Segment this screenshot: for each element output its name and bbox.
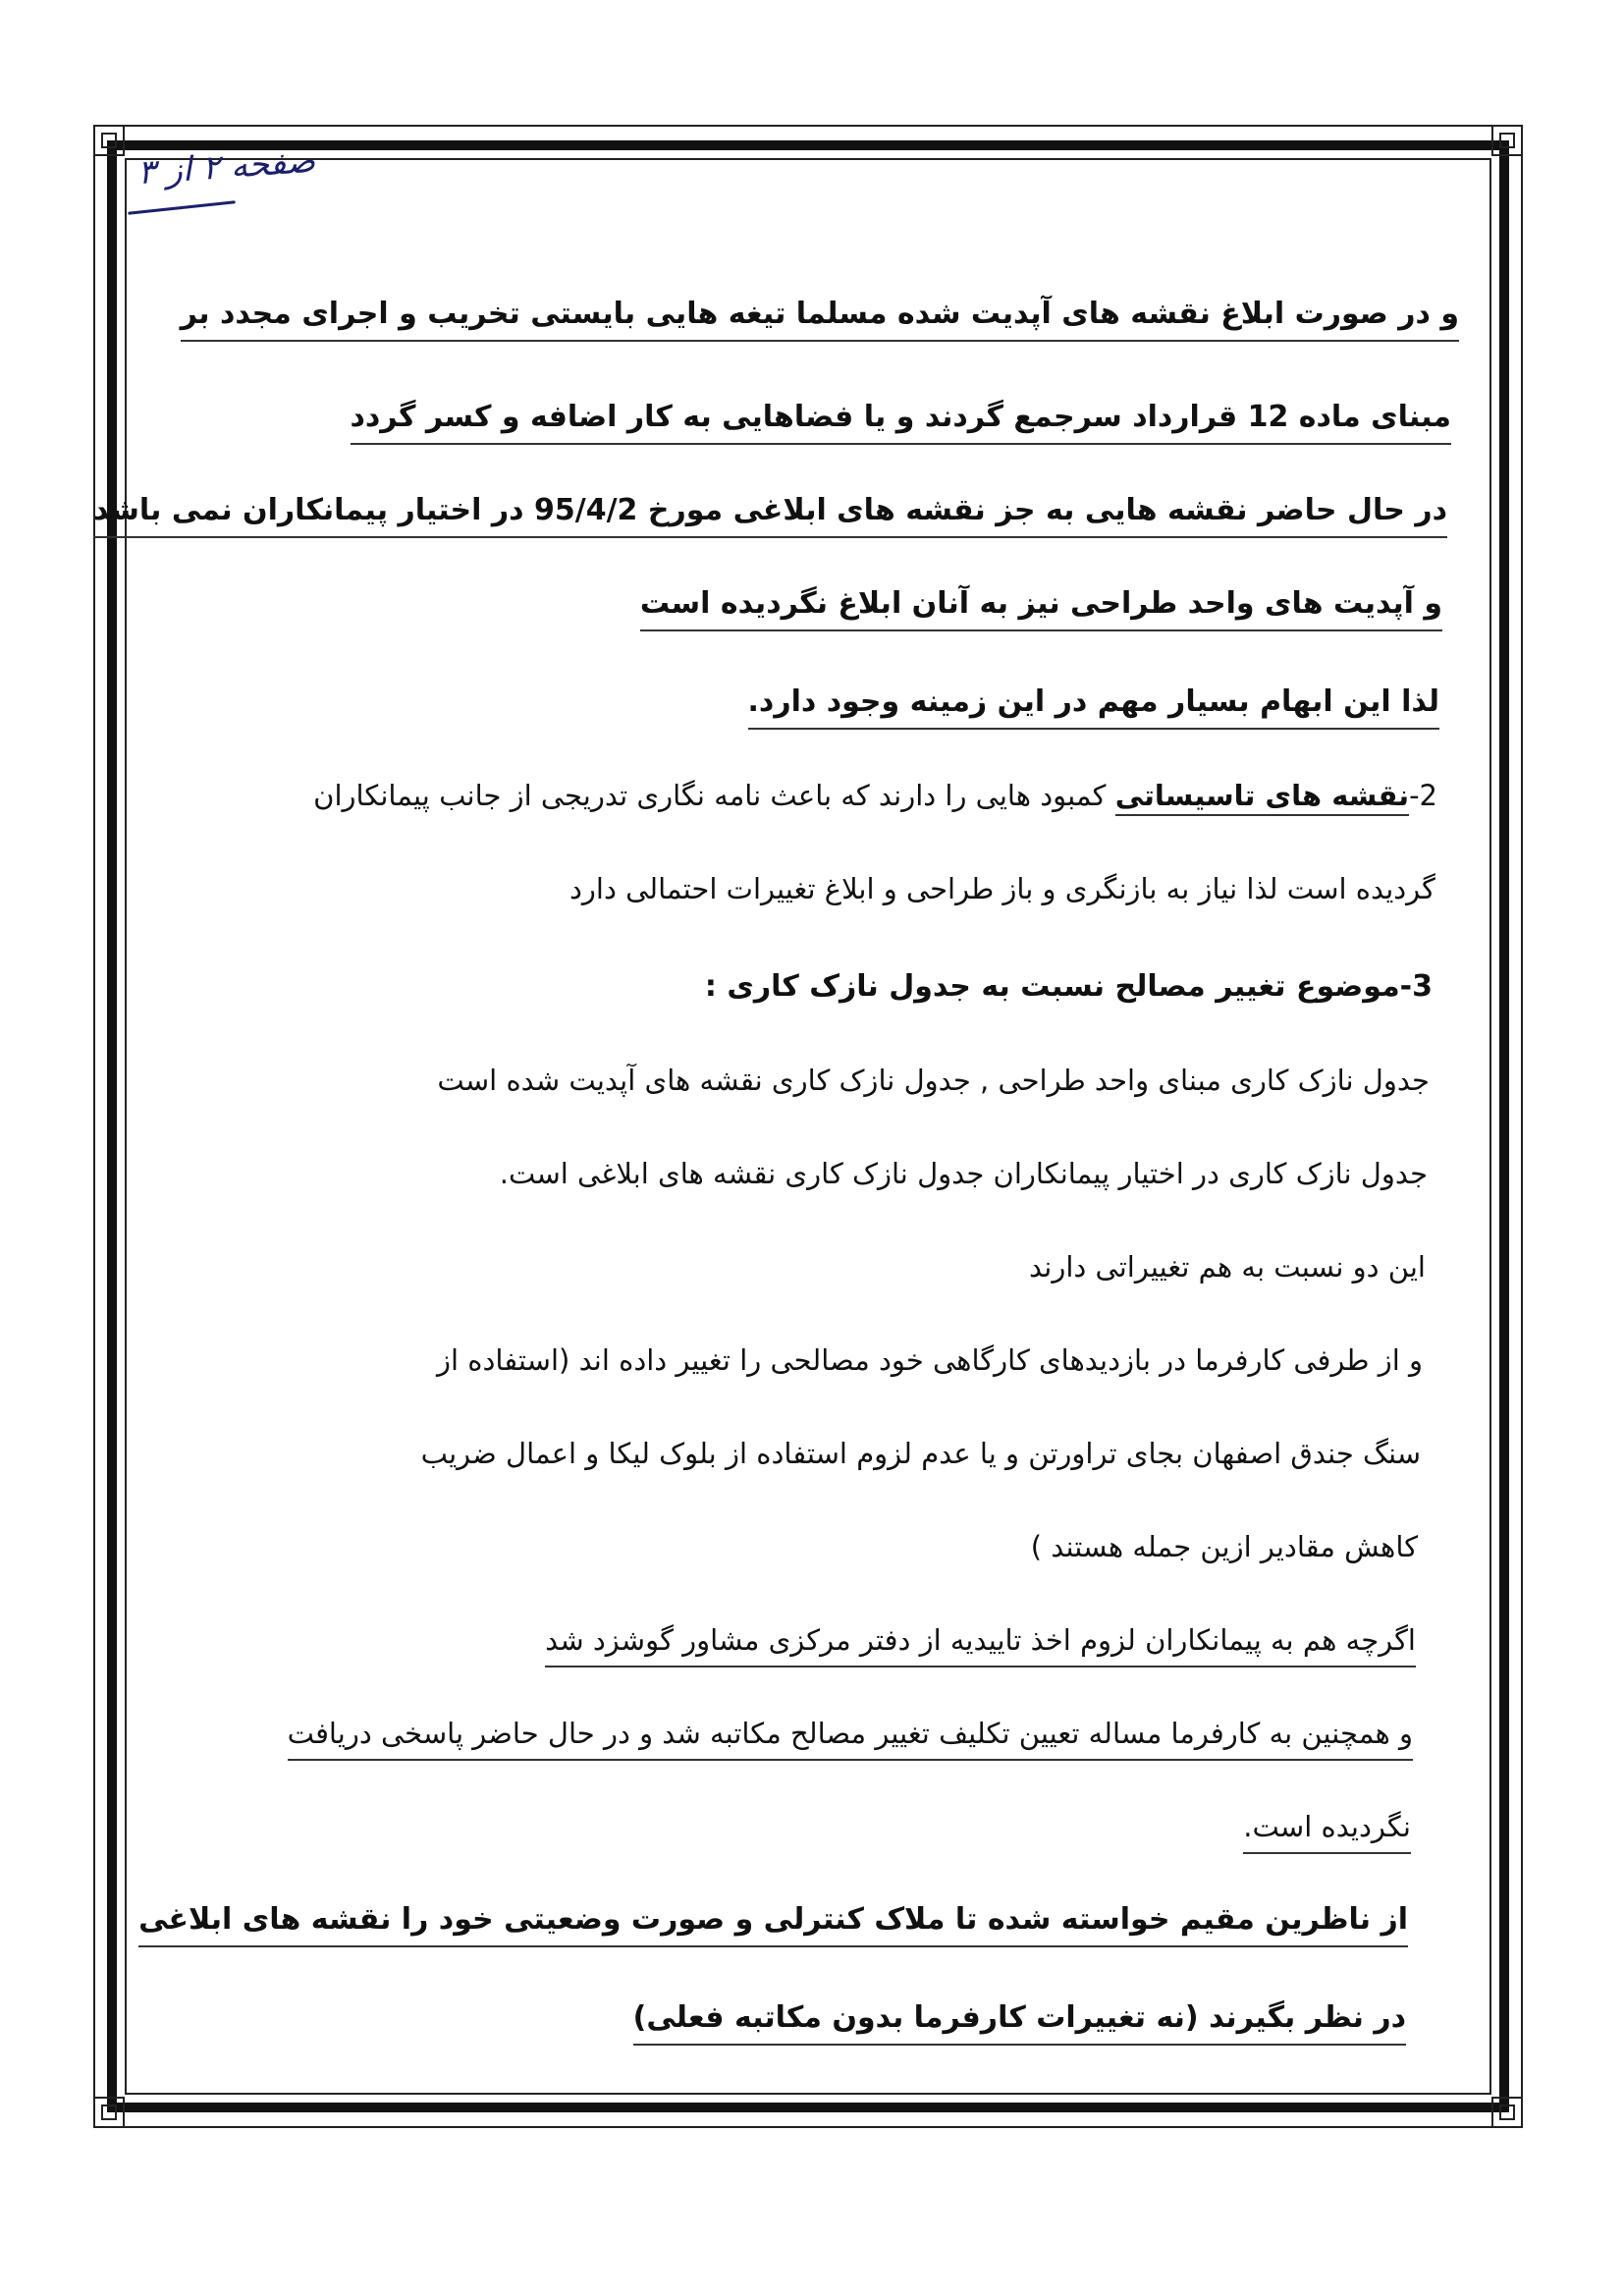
paragraph-line: از ناظرین مقیم خواسته شده تا ملاک کنترلی و صورت وضعیتی خود را نقشه های ابلاغی bbox=[138, 1900, 1408, 1947]
paragraph-line-mixed bbox=[313, 776, 1437, 815]
paragraph-line: نگردیده است. bbox=[1243, 1807, 1411, 1854]
paragraph-line: اگرچه هم به پیمانکاران لزوم اخذ تاییدیه از دفتر مرکزی مشاور گوشزد شد bbox=[545, 1620, 1416, 1667]
paragraph-line: در حال حاضر نقشه هایی به جز نقشه های ابلاغی مورخ 95/4/2 در اختیار پیمانکاران نمی باشد bbox=[93, 491, 1447, 538]
section-heading: 3-موضوع تغییر مصالح نسبت به جدول نازک کاری : bbox=[704, 969, 1433, 1004]
paragraph-line: جدول نازک کاری مبنای واحد طراحی , جدول نازک کاری نقشه های آپدیت شده است bbox=[437, 1064, 1430, 1097]
paragraph-line: لذا این ابهام بسیار مهم در این زمینه وجود دارد. bbox=[748, 683, 1439, 730]
paragraph-line: و از طرفی کارفرما در بازدیدهای کارگاهی خود مصالحی را تغییر داده اند (استفاده از bbox=[437, 1343, 1423, 1377]
paragraph-line: مبنای ماده 12 قرارداد سرجمع گردند و یا فضاهایی به کار اضافه و کسر گردد bbox=[351, 398, 1452, 445]
paragraph-line: گردیده است لذا نیاز به بازنگری و باز طراحی و ابلاغ تغییرات احتمالی دارد bbox=[568, 872, 1435, 905]
paragraph-line: سنگ جندق اصفهان بجای تراورتن و یا عدم لزوم استفاده از بلوک لیکا و اعمال ضریب bbox=[420, 1437, 1421, 1470]
paragraph-line: جدول نازک کاری در اختیار پیمانکاران جدول نازک کاری نقشه های ابلاغی است. bbox=[499, 1157, 1428, 1190]
paragraph-line: و همچنین به کارفرما مساله تعیین تکلیف تغییر مصالح مکاتبه شد و در حال حاضر پاسخی دریافت bbox=[288, 1714, 1413, 1761]
line-rest: کمبود هایی را دارند که باعث نامه نگاری تدریجی از جانب پیمانکاران bbox=[313, 779, 1115, 812]
list-number: 2- bbox=[1409, 779, 1437, 812]
paragraph-line: کاهش مقادیر ازین جمله هستند ) bbox=[1030, 1530, 1418, 1563]
paragraph-line: در نظر بگیرند (نه تغییرات کارفرما بدون مکاتبه فعلی) bbox=[633, 1998, 1406, 2046]
paragraph-line: و آپدیت های واحد طراحی نیز به آنان ابلاغ نگردیده است bbox=[640, 584, 1442, 631]
emphasized-term: نقشه های تاسیساتی bbox=[1115, 779, 1409, 816]
handwritten-page-note: صفحه ۲ از ۳ bbox=[135, 140, 317, 193]
paragraph-line: این دو نسبت به هم تغییراتی دارند bbox=[1029, 1250, 1426, 1284]
paragraph-line: و در صورت ابلاغ نقشه های آپدیت شده مسلما تیغه هایی بایستی تخریب و اجرای مجدد بر bbox=[181, 295, 1459, 342]
